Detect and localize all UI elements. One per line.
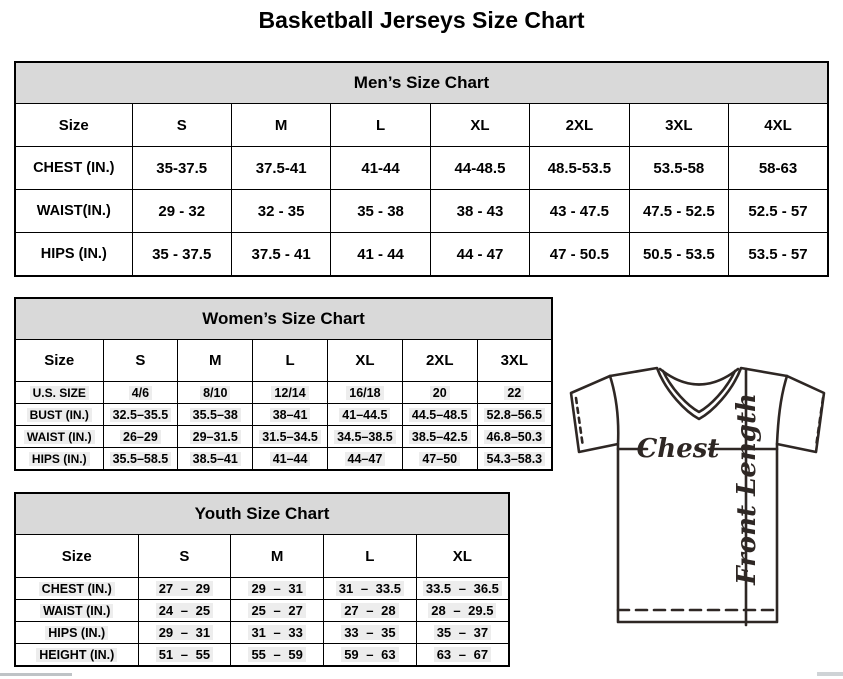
page-title: Basketball Jerseys Size Chart <box>258 7 585 33</box>
table-cell <box>103 426 178 448</box>
cell-value: 44.5–48.5 <box>409 408 471 422</box>
cell-value: 55 – 59 <box>248 647 305 662</box>
cell-value: 29 – 31 <box>248 581 305 596</box>
table-cell <box>327 426 402 448</box>
cell-value: 41–44 <box>270 452 311 466</box>
row-header <box>15 622 138 644</box>
cell-value: HEIGHT (IN.) <box>36 648 117 662</box>
table-cell <box>103 404 178 426</box>
cell-value: 59 – 63 <box>341 647 398 662</box>
table-cell <box>178 426 253 448</box>
cell-value: 24 – 25 <box>156 603 213 618</box>
table-cell <box>253 426 328 448</box>
cell-value: 52.8–56.5 <box>484 408 546 422</box>
table-cell <box>231 600 324 622</box>
table-row <box>15 233 828 277</box>
cell-value: 26–29 <box>120 430 161 444</box>
corner-header: Size <box>15 535 138 578</box>
table-row <box>15 340 552 382</box>
table-cell <box>138 644 231 667</box>
jersey-icon <box>556 356 843 648</box>
cell-value: 51 – 55 <box>156 647 213 662</box>
table-cell <box>138 600 231 622</box>
cell-value: 27 – 29 <box>156 581 213 596</box>
cell-value: 35.5–58.5 <box>110 452 172 466</box>
table-cell <box>178 448 253 471</box>
row-header <box>15 578 138 600</box>
table-row <box>15 448 552 471</box>
youth-table-title: Youth Size Chart <box>15 493 509 535</box>
table-cell <box>477 382 552 404</box>
column-header: M <box>178 340 253 382</box>
jersey-measurement-diagram <box>556 356 843 648</box>
row-header <box>15 382 103 404</box>
cell-value: 29–31.5 <box>190 430 241 444</box>
table-cell <box>477 426 552 448</box>
table-cell <box>327 404 402 426</box>
cell-value: 38.5–42.5 <box>409 430 471 444</box>
table-row <box>15 535 509 578</box>
cell-value: BUST (IN.) <box>27 408 92 422</box>
horizontal-scrollbar-left-fragment[interactable] <box>0 673 72 676</box>
column-header: XL <box>416 535 509 578</box>
cell-value: 27 – 28 <box>341 603 398 618</box>
table-cell <box>416 578 509 600</box>
table-cell <box>416 622 509 644</box>
cell-value: 25 – 27 <box>248 603 305 618</box>
table-cell: 44 - 47 <box>430 233 529 277</box>
column-header: 2XL <box>402 340 477 382</box>
cell-value: HIPS (IN.) <box>29 452 90 466</box>
cell-value: WAIST (IN.) <box>40 604 113 618</box>
column-header: S <box>138 535 231 578</box>
table-cell <box>416 644 509 667</box>
table-cell: 29 - 32 <box>132 190 231 233</box>
table-cell: 35 - 38 <box>331 190 430 233</box>
table-row <box>15 493 509 535</box>
table-row <box>15 578 509 600</box>
corner-header: Size <box>15 340 103 382</box>
table-cell <box>231 622 324 644</box>
table-cell <box>402 448 477 471</box>
collar-back-line <box>660 369 738 385</box>
womens-size-table <box>14 297 553 471</box>
column-header: XL <box>327 340 402 382</box>
cell-value: 33 – 35 <box>341 625 398 640</box>
column-header: 3XL <box>629 104 728 147</box>
column-header: 4XL <box>729 104 828 147</box>
table-row <box>15 298 552 340</box>
table-row <box>15 190 828 233</box>
column-header: S <box>103 340 178 382</box>
row-header: CHEST (IN.) <box>15 147 132 190</box>
table-cell <box>324 578 417 600</box>
table-cell <box>253 382 328 404</box>
table-row <box>15 622 509 644</box>
chest-label: Chest <box>636 434 720 464</box>
cell-value: 47–50 <box>419 452 460 466</box>
table-row <box>15 426 552 448</box>
cell-value: HIPS (IN.) <box>45 626 108 640</box>
column-header: L <box>331 104 430 147</box>
cell-value: 38.5–41 <box>190 452 241 466</box>
cell-value: 41–44.5 <box>339 408 390 422</box>
column-header: L <box>324 535 417 578</box>
table-cell: 47 - 50.5 <box>530 233 629 277</box>
youth-size-table <box>14 492 510 667</box>
row-header: HIPS (IN.) <box>15 233 132 277</box>
womens-table-title: Women’s Size Chart <box>15 298 552 340</box>
table-cell <box>416 600 509 622</box>
table-cell: 37.5-41 <box>231 147 330 190</box>
table-cell <box>231 644 324 667</box>
table-cell: 32 - 35 <box>231 190 330 233</box>
column-header: 3XL <box>477 340 552 382</box>
row-header <box>15 404 103 426</box>
table-cell <box>477 448 552 471</box>
table-cell <box>178 404 253 426</box>
row-header: WAIST(IN.) <box>15 190 132 233</box>
table-row <box>15 404 552 426</box>
cell-value: 20 <box>430 386 450 400</box>
table-row <box>15 382 552 404</box>
table-cell: 53.5 - 57 <box>729 233 828 277</box>
table-cell <box>402 382 477 404</box>
row-header <box>15 426 103 448</box>
column-header: M <box>231 535 324 578</box>
cell-value: 34.5–38.5 <box>334 430 396 444</box>
column-header: M <box>231 104 330 147</box>
table-cell: 58-63 <box>729 147 828 190</box>
table-cell: 44-48.5 <box>430 147 529 190</box>
table-cell <box>477 404 552 426</box>
table-cell <box>324 622 417 644</box>
corner-header: Size <box>15 104 132 147</box>
table-cell: 38 - 43 <box>430 190 529 233</box>
cell-value: 38–41 <box>270 408 311 422</box>
cell-value: 31 – 33.5 <box>336 581 404 596</box>
table-cell: 35-37.5 <box>132 147 231 190</box>
cell-value: 35 – 37 <box>434 625 491 640</box>
cell-value: 22 <box>504 386 524 400</box>
horizontal-scrollbar-right-fragment[interactable] <box>817 672 843 676</box>
table-row <box>15 104 828 147</box>
column-header: XL <box>430 104 529 147</box>
table-cell <box>178 382 253 404</box>
table-cell: 43 - 47.5 <box>530 190 629 233</box>
table-cell: 37.5 - 41 <box>231 233 330 277</box>
table-cell: 52.5 - 57 <box>729 190 828 233</box>
table-cell: 53.5-58 <box>629 147 728 190</box>
cell-value: 31 – 33 <box>248 625 305 640</box>
table-cell: 35 - 37.5 <box>132 233 231 277</box>
table-cell <box>103 448 178 471</box>
table-cell: 47.5 - 52.5 <box>629 190 728 233</box>
table-cell <box>402 426 477 448</box>
cell-value: 63 – 67 <box>434 647 491 662</box>
table-cell <box>253 448 328 471</box>
table-cell <box>327 448 402 471</box>
cell-value: 29 – 31 <box>156 625 213 640</box>
table-cell <box>103 382 178 404</box>
table-cell <box>138 578 231 600</box>
cell-value: 31.5–34.5 <box>259 430 321 444</box>
table-row <box>15 147 828 190</box>
row-header <box>15 448 103 471</box>
table-cell: 50.5 - 53.5 <box>629 233 728 277</box>
table-row <box>15 62 828 104</box>
cell-value: CHEST (IN.) <box>39 582 115 596</box>
cell-value: 12/14 <box>271 386 308 400</box>
cell-value: 33.5 – 36.5 <box>423 581 502 596</box>
row-header <box>15 644 138 667</box>
mens-table-title: Men’s Size Chart <box>15 62 828 104</box>
cell-value: 32.5–35.5 <box>110 408 172 422</box>
table-cell <box>138 622 231 644</box>
table-cell: 41 - 44 <box>331 233 430 277</box>
table-row <box>15 644 509 667</box>
row-header <box>15 600 138 622</box>
table-cell <box>231 578 324 600</box>
cell-value: 35.5–38 <box>190 408 241 422</box>
cell-value: 28 – 29.5 <box>428 603 496 618</box>
table-cell <box>324 644 417 667</box>
cell-value: 4/6 <box>129 386 152 400</box>
cell-value: 16/18 <box>346 386 383 400</box>
cell-value: 8/10 <box>200 386 230 400</box>
table-cell <box>324 600 417 622</box>
cell-value: WAIST (IN.) <box>24 430 95 444</box>
cell-value: U.S. SIZE <box>30 386 89 400</box>
cell-value: 46.8–50.3 <box>484 430 546 444</box>
table-cell <box>402 404 477 426</box>
cell-value: 54.3–58.3 <box>484 452 546 466</box>
jersey-outline <box>571 368 824 622</box>
table-cell <box>327 382 402 404</box>
table-cell: 48.5-53.5 <box>530 147 629 190</box>
mens-size-table <box>14 61 829 277</box>
table-cell <box>253 404 328 426</box>
table-row <box>15 600 509 622</box>
cell-value: 44–47 <box>345 452 386 466</box>
front-length-label: Front Length <box>732 393 762 585</box>
column-header: 2XL <box>530 104 629 147</box>
column-header: L <box>253 340 328 382</box>
table-cell: 41-44 <box>331 147 430 190</box>
column-header: S <box>132 104 231 147</box>
